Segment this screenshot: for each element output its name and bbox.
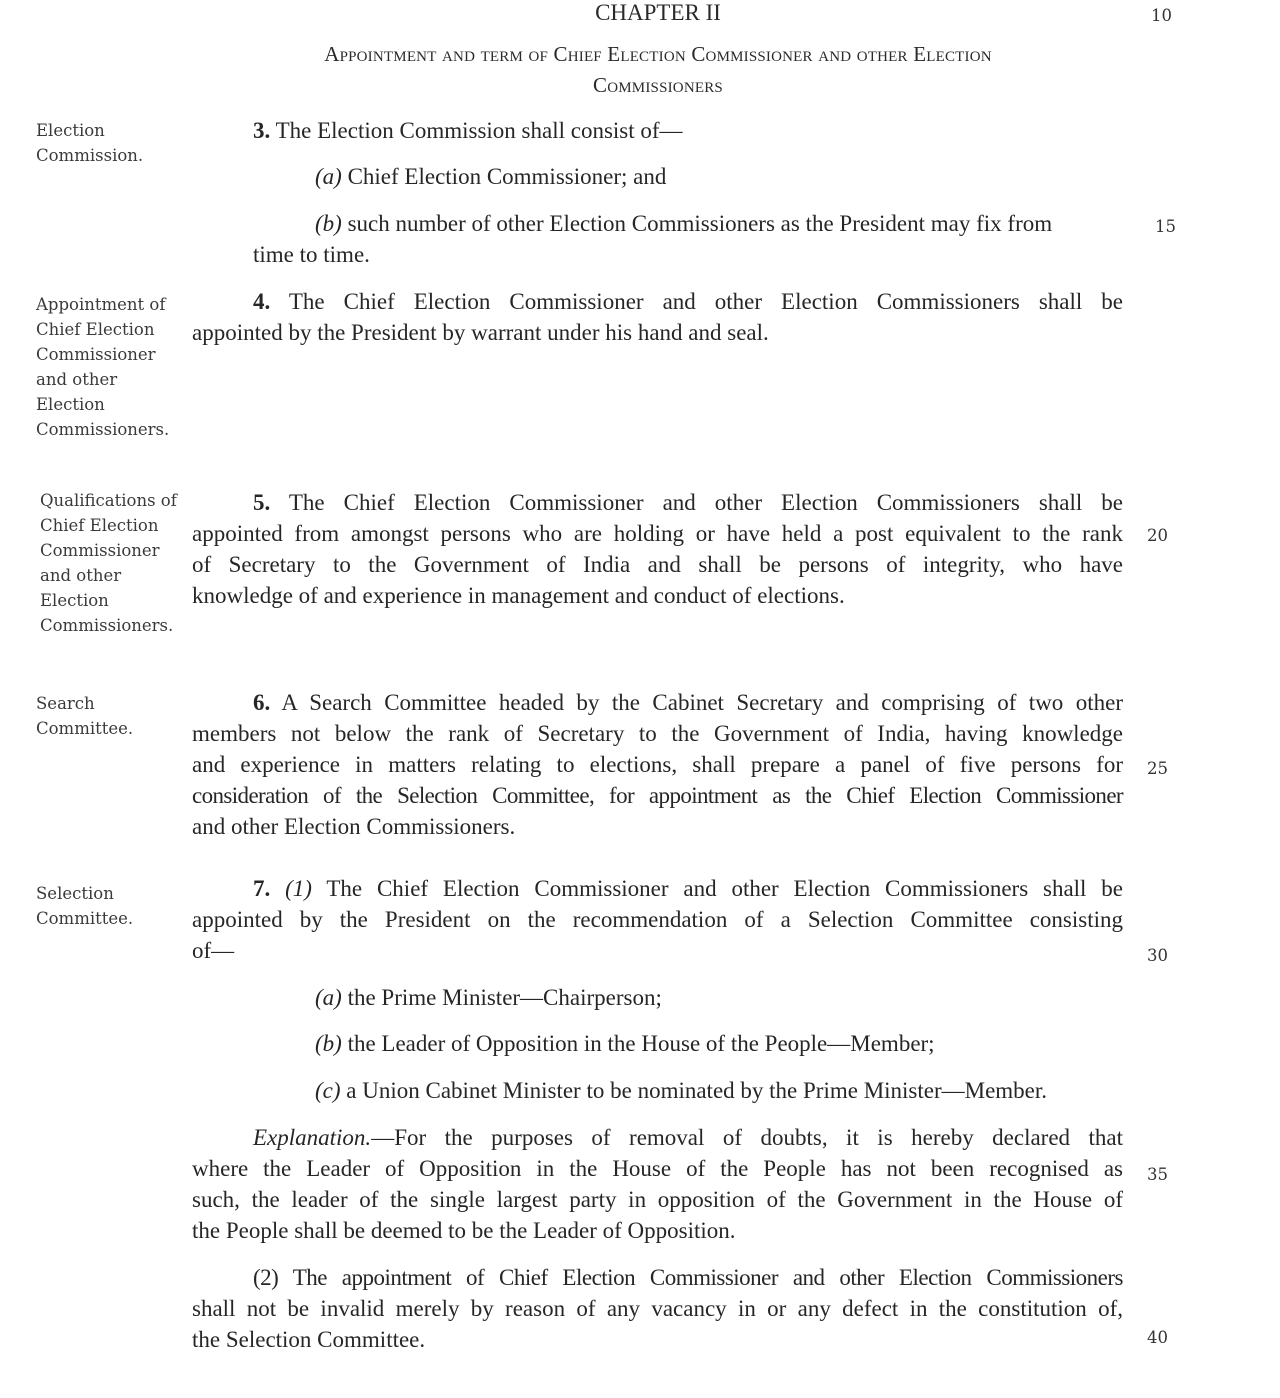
clause-label: (b) [315,1031,342,1056]
chapter-heading-line1: Appointment and term of Chief Election Commissioner and other Election [324,42,992,66]
clause-a [315,164,666,190]
subsection-label: (1) [285,876,312,901]
explanation-line3: such, the leader of the single largest party in opposition of the Government in the House of [192,1187,1123,1212]
section-number: 6. [253,690,271,715]
margin-note-section-4: Appointment of Chief Election Commissioner and other Election Commissioners. [36,295,170,439]
chapter-title: CHAPTER II [595,0,721,25]
clause-b [315,211,1052,237]
margin-note-section-5: Qualifications of Chief Election Commissioner and other Election Commissioners. [40,491,177,635]
section-number: 5. [253,490,271,515]
section-6-line5: and other Election Commissioners. [192,814,516,839]
clause-text: the Leader of Opposition in the House of the People—Member; [347,1031,935,1056]
line-number: 30 [1147,946,1168,965]
section-5-line2: appointed from amongst persons who are holding or have held a post equivalent to the rank [192,521,1123,546]
clause-label: (a) [315,985,342,1010]
clause-b [315,1031,935,1057]
section-text: The Election Commission shall consist of— [275,118,683,143]
line-number: 20 [1147,526,1168,545]
margin-note-section-6: Search Committee. [36,694,134,738]
subsection-2-line3: the Selection Committee. [192,1327,426,1352]
explanation-line1 [192,1125,1123,1151]
line-number: 15 [1155,217,1176,236]
chapter-heading-line2: Commissioners [593,73,723,97]
line-number: 40 [1147,1328,1168,1347]
section-6-line2: members not below the rank of Secretary to the Government of India, having knowledge [192,721,1123,746]
clause-a [315,985,662,1011]
section-5-line3: of Secretary to the Government of India and shall be persons of integrity, who have [192,552,1123,577]
section-number: 3. [253,118,271,143]
explanation-text: —For the purposes of removal of doubts, it is hereby declared that [371,1125,1123,1150]
section-6-line1 [192,690,1123,716]
explanation-line4: the People shall be deemed to be the Leader of Opposition. [192,1218,736,1243]
clause-b-continued: time to time. [253,242,370,267]
section-text: A Search Committee headed by the Cabinet Secretary and comprising of two other [281,690,1123,715]
clause-c [315,1078,1047,1104]
section-7-line2: appointed by the President on the recommendation of a Selection Committee consisting [192,907,1123,932]
section-7-line3: of— [192,938,235,963]
section-4-line2: appointed by the President by warrant under his hand and seal. [192,320,769,345]
section-text: The Chief Election Commissioner and other Election Commissioners shall be [288,289,1123,314]
clause-label: (a) [315,164,342,189]
section-number: 7. [253,876,271,901]
section-text: The Chief Election Commissioner and other Election Commissioners shall be [288,490,1123,515]
section-number: 4. [253,289,271,314]
section-3-lead [253,118,683,144]
line-number: 35 [1147,1165,1168,1184]
section-text: The Chief Election Commissioner and other Election Commissioners shall be [326,876,1123,901]
margin-note-section-3: Election Commission. [36,121,144,165]
clause-text: a Union Cabinet Minister to be nominated by the Prime Minister—Member. [346,1078,1048,1103]
explanation-label: Explanation. [253,1125,372,1150]
clause-label: (b) [315,211,342,236]
line-number: 10 [1151,6,1172,25]
clause-label: (c) [315,1078,341,1103]
explanation-line2: where the Leader of Opposition in the House of the People has not been recognised as [192,1156,1123,1181]
section-5-line1 [192,490,1123,516]
section-6-line3: and experience in matters relating to elections, shall prepare a panel of five persons for [192,752,1123,777]
subsection-2-line1: (2) The appointment of Chief Election Commissioner and other Election Commissioners [253,1265,1123,1290]
section-7-line1 [192,876,1123,902]
clause-text: such number of other Election Commissioners as the President may fix from [347,211,1053,236]
clause-text: the Prime Minister—Chairperson; [347,985,662,1010]
clause-text: Chief Election Commissioner; and [347,164,667,189]
line-number: 25 [1147,759,1168,778]
section-5-line4: knowledge of and experience in management and conduct of elections. [192,583,845,608]
section-6-line4: consideration of the Selection Committee, for appointment as the Chief Election Commissioner [192,783,1123,808]
subsection-2-line2: shall not be invalid merely by reason of any vacancy in or any defect in the constitution of, [192,1296,1123,1321]
margin-note-section-7: Selection Committee. [36,884,134,928]
section-4-line1 [192,289,1123,315]
